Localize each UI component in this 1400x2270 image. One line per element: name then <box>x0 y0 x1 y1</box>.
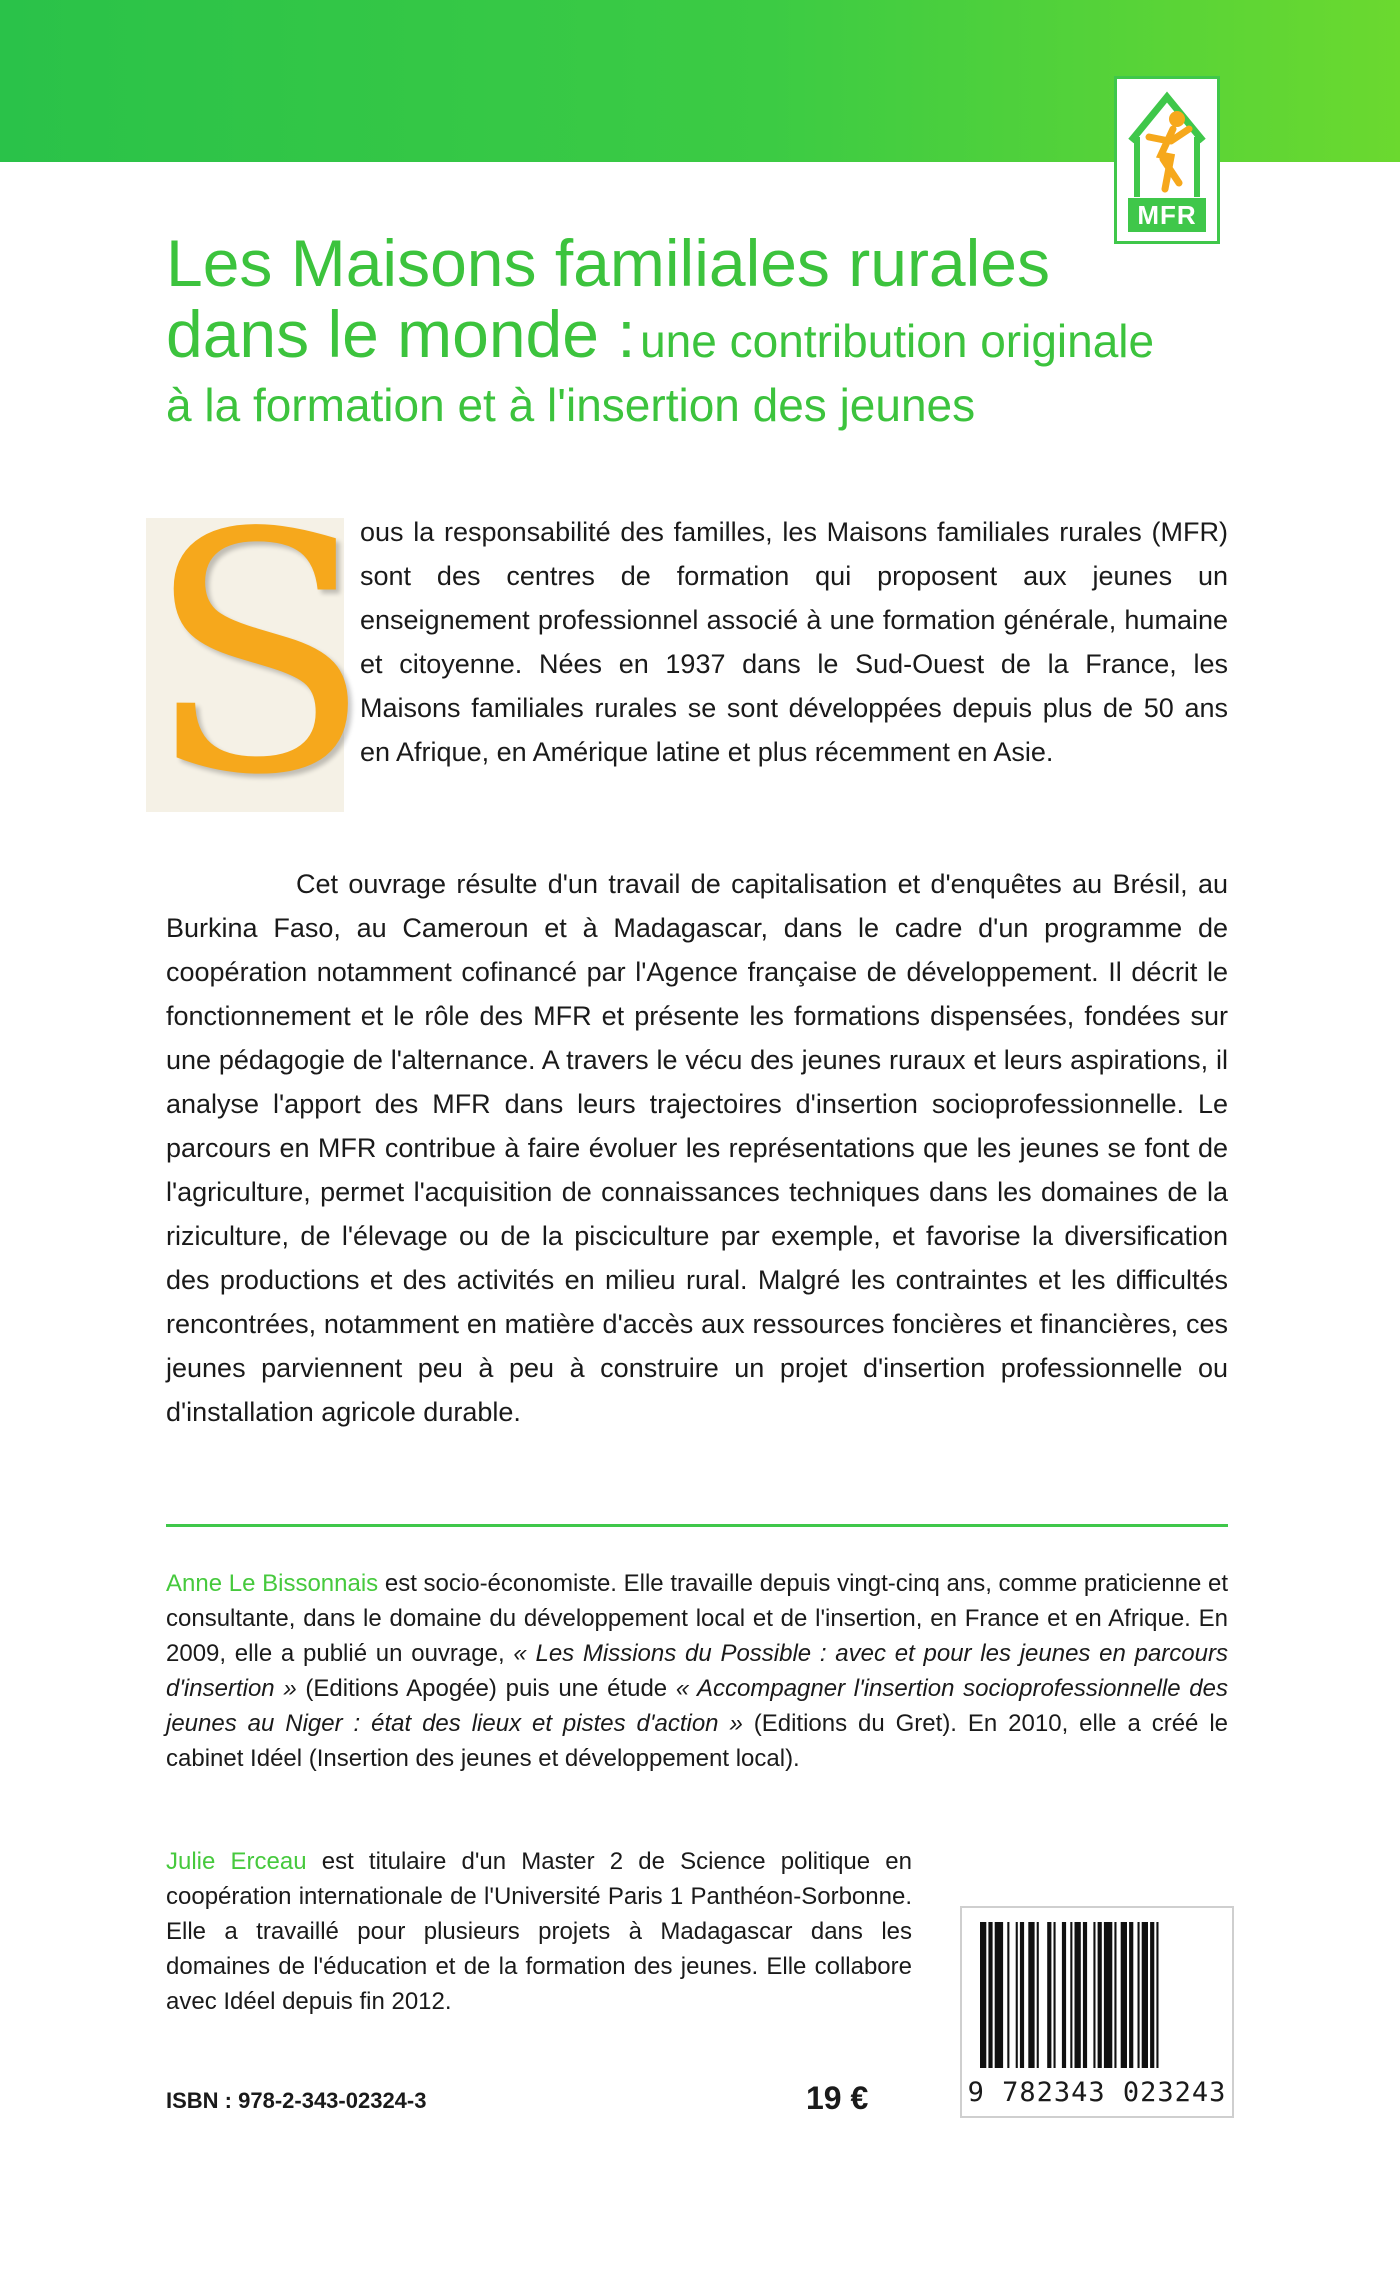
barcode-bar <box>1007 1922 1009 2068</box>
barcode-bar <box>1098 1922 1102 2068</box>
barcode-bar <box>1156 1922 1158 2068</box>
barcode-bar <box>1138 1922 1140 2068</box>
barcode-bar <box>1037 1922 1039 2068</box>
barcode-bar <box>1129 1922 1133 2068</box>
subtitle-part-1: une contribution originale <box>640 315 1155 368</box>
barcode-bar <box>1062 1922 1066 2068</box>
drop-cap-letter: S <box>146 463 373 847</box>
barcode-bar <box>1150 1922 1154 2068</box>
barcode-bar <box>1020 1922 1024 2068</box>
isbn-label: ISBN : 978-2-343-02324-3 <box>166 2088 427 2113</box>
barcode-bar <box>980 1922 986 2068</box>
drop-cap-box <box>146 463 373 847</box>
title-line-2: dans le monde : <box>166 297 636 372</box>
barcode-bar <box>1047 1922 1051 2068</box>
barcode-bar <box>1121 1922 1127 2068</box>
barcode-bar <box>1093 1922 1095 2068</box>
isbn-barcode <box>960 1906 1234 2118</box>
bio-1-text-a: est socio-économiste. Elle travaille depuis vingt-cinq ans, comme praticienne et consultante, dans le domaine du développement local et de l'insertion, en France et en Afrique. En 2009, elle a publié un ouvrage, <box>166 1570 1228 1667</box>
barcode-bar <box>1016 1922 1018 2068</box>
author-name-2: Julie Erceau <box>166 1848 307 1875</box>
house-person-logo-icon <box>1117 79 1217 209</box>
title-line-1: Les Maisons familiales rurales <box>166 226 1051 300</box>
barcode-bar <box>1070 1922 1072 2068</box>
barcode-bar <box>995 1922 1003 2068</box>
bio-2-text: est titulaire d'un Master 2 de Science politique en coopération internationale de l'Université Paris 1 Panthéon-Sorbonne. Elle a travaillé pour plusieurs projets à Madagascar dans les domaines de l'éducation et de la formation des jeunes. Elle collabore avec Idéel depuis fin 2012. <box>166 1848 912 2015</box>
subtitle-part-2: à la formation et à l'insertion des jeunes <box>166 378 976 431</box>
bio-1-text-b: (Editions Apogée) puis une étude <box>296 1675 676 1702</box>
barcode-icon <box>980 1922 1218 2068</box>
barcode-bar <box>1075 1922 1081 2068</box>
description-paragraph: Cet ouvrage résulte d'un travail de capitalisation et d'enquêtes au Brésil, au Burkina Faso, au Cameroun et à Madagascar, dans le cadre d'un programme de coopération notamment cofinancé par l'Agence française de développement. Il décrit le fonctionnement et le rôle des MFR et présente les formations dispensées, fondées sur une pédagogie de l'alternance. A travers le vécu des jeunes ruraux et leurs aspirations, il analyse l'apport des MFR dans leurs trajectoires d'insertion socioprofessionnelle. Le parcours en MFR contribue à faire évoluer les représentations que les jeunes se font de l'agriculture, permet l'acquisition de connaissances techniques dans les domaines de la riziculture, de l'élevage ou de la pisciculture par exemple, et favorise la diversification des productions et des activités en milieu rural. Malgré les contraintes et les difficultés rencontrées, notamment en matière d'accès aux ressources foncières et financières, ces jeunes parviennent peu à peu à construire un projet d'insertion professionnelle ou d'installation agricole durable. <box>166 869 1228 1427</box>
barcode-number: 9 782343 023243 <box>967 2077 1227 2108</box>
barcode-bar <box>1083 1922 1087 2068</box>
barcode-bar <box>1114 1922 1116 2068</box>
bio-1-text-c: (Editions du Gret). En 2010, elle a créé le cabinet Idéel (Insertion des jeunes et développement local). <box>166 1710 1229 1772</box>
barcode-bar <box>1104 1922 1112 2068</box>
author-bio-2 <box>166 1844 912 2019</box>
book-title <box>166 228 1246 430</box>
author-bio-1 <box>166 1566 1228 1776</box>
section-divider <box>166 1524 1228 1527</box>
price-label: 19 € <box>806 2080 869 2116</box>
logo-label: MFR <box>1128 198 1206 232</box>
author-name-1: Anne Le Bissonnais <box>166 1570 379 1597</box>
intro-paragraph: ous la responsabilité des familles, les Maisons familiales rurales (MFR) sont des centres de formation qui proposent aux jeunes un enseignement professionnel associé à une formation générale, humaine et citoyenne. Nées en 1937 dans le Sud-Ouest de la France, les Maisons familiales rurales se sont développées depuis plus de 50 ans en Afrique, en Amérique latine et plus récemment en Asie. <box>360 517 1228 767</box>
barcode-bar <box>1142 1922 1148 2068</box>
mfr-logo <box>1114 76 1220 244</box>
barcode-bar <box>988 1922 992 2068</box>
barcode-bar <box>1054 1922 1056 2068</box>
bio-1-work-2: « Accompagner l'insertion socioprofessionnelle des jeunes au Niger : état des lieux et pistes d'action » <box>166 1675 1228 1737</box>
bio-1-work-1: « Les Missions du Possible : avec et pour les jeunes en parcours d'insertion » <box>166 1640 1228 1702</box>
barcode-bar <box>1028 1922 1034 2068</box>
